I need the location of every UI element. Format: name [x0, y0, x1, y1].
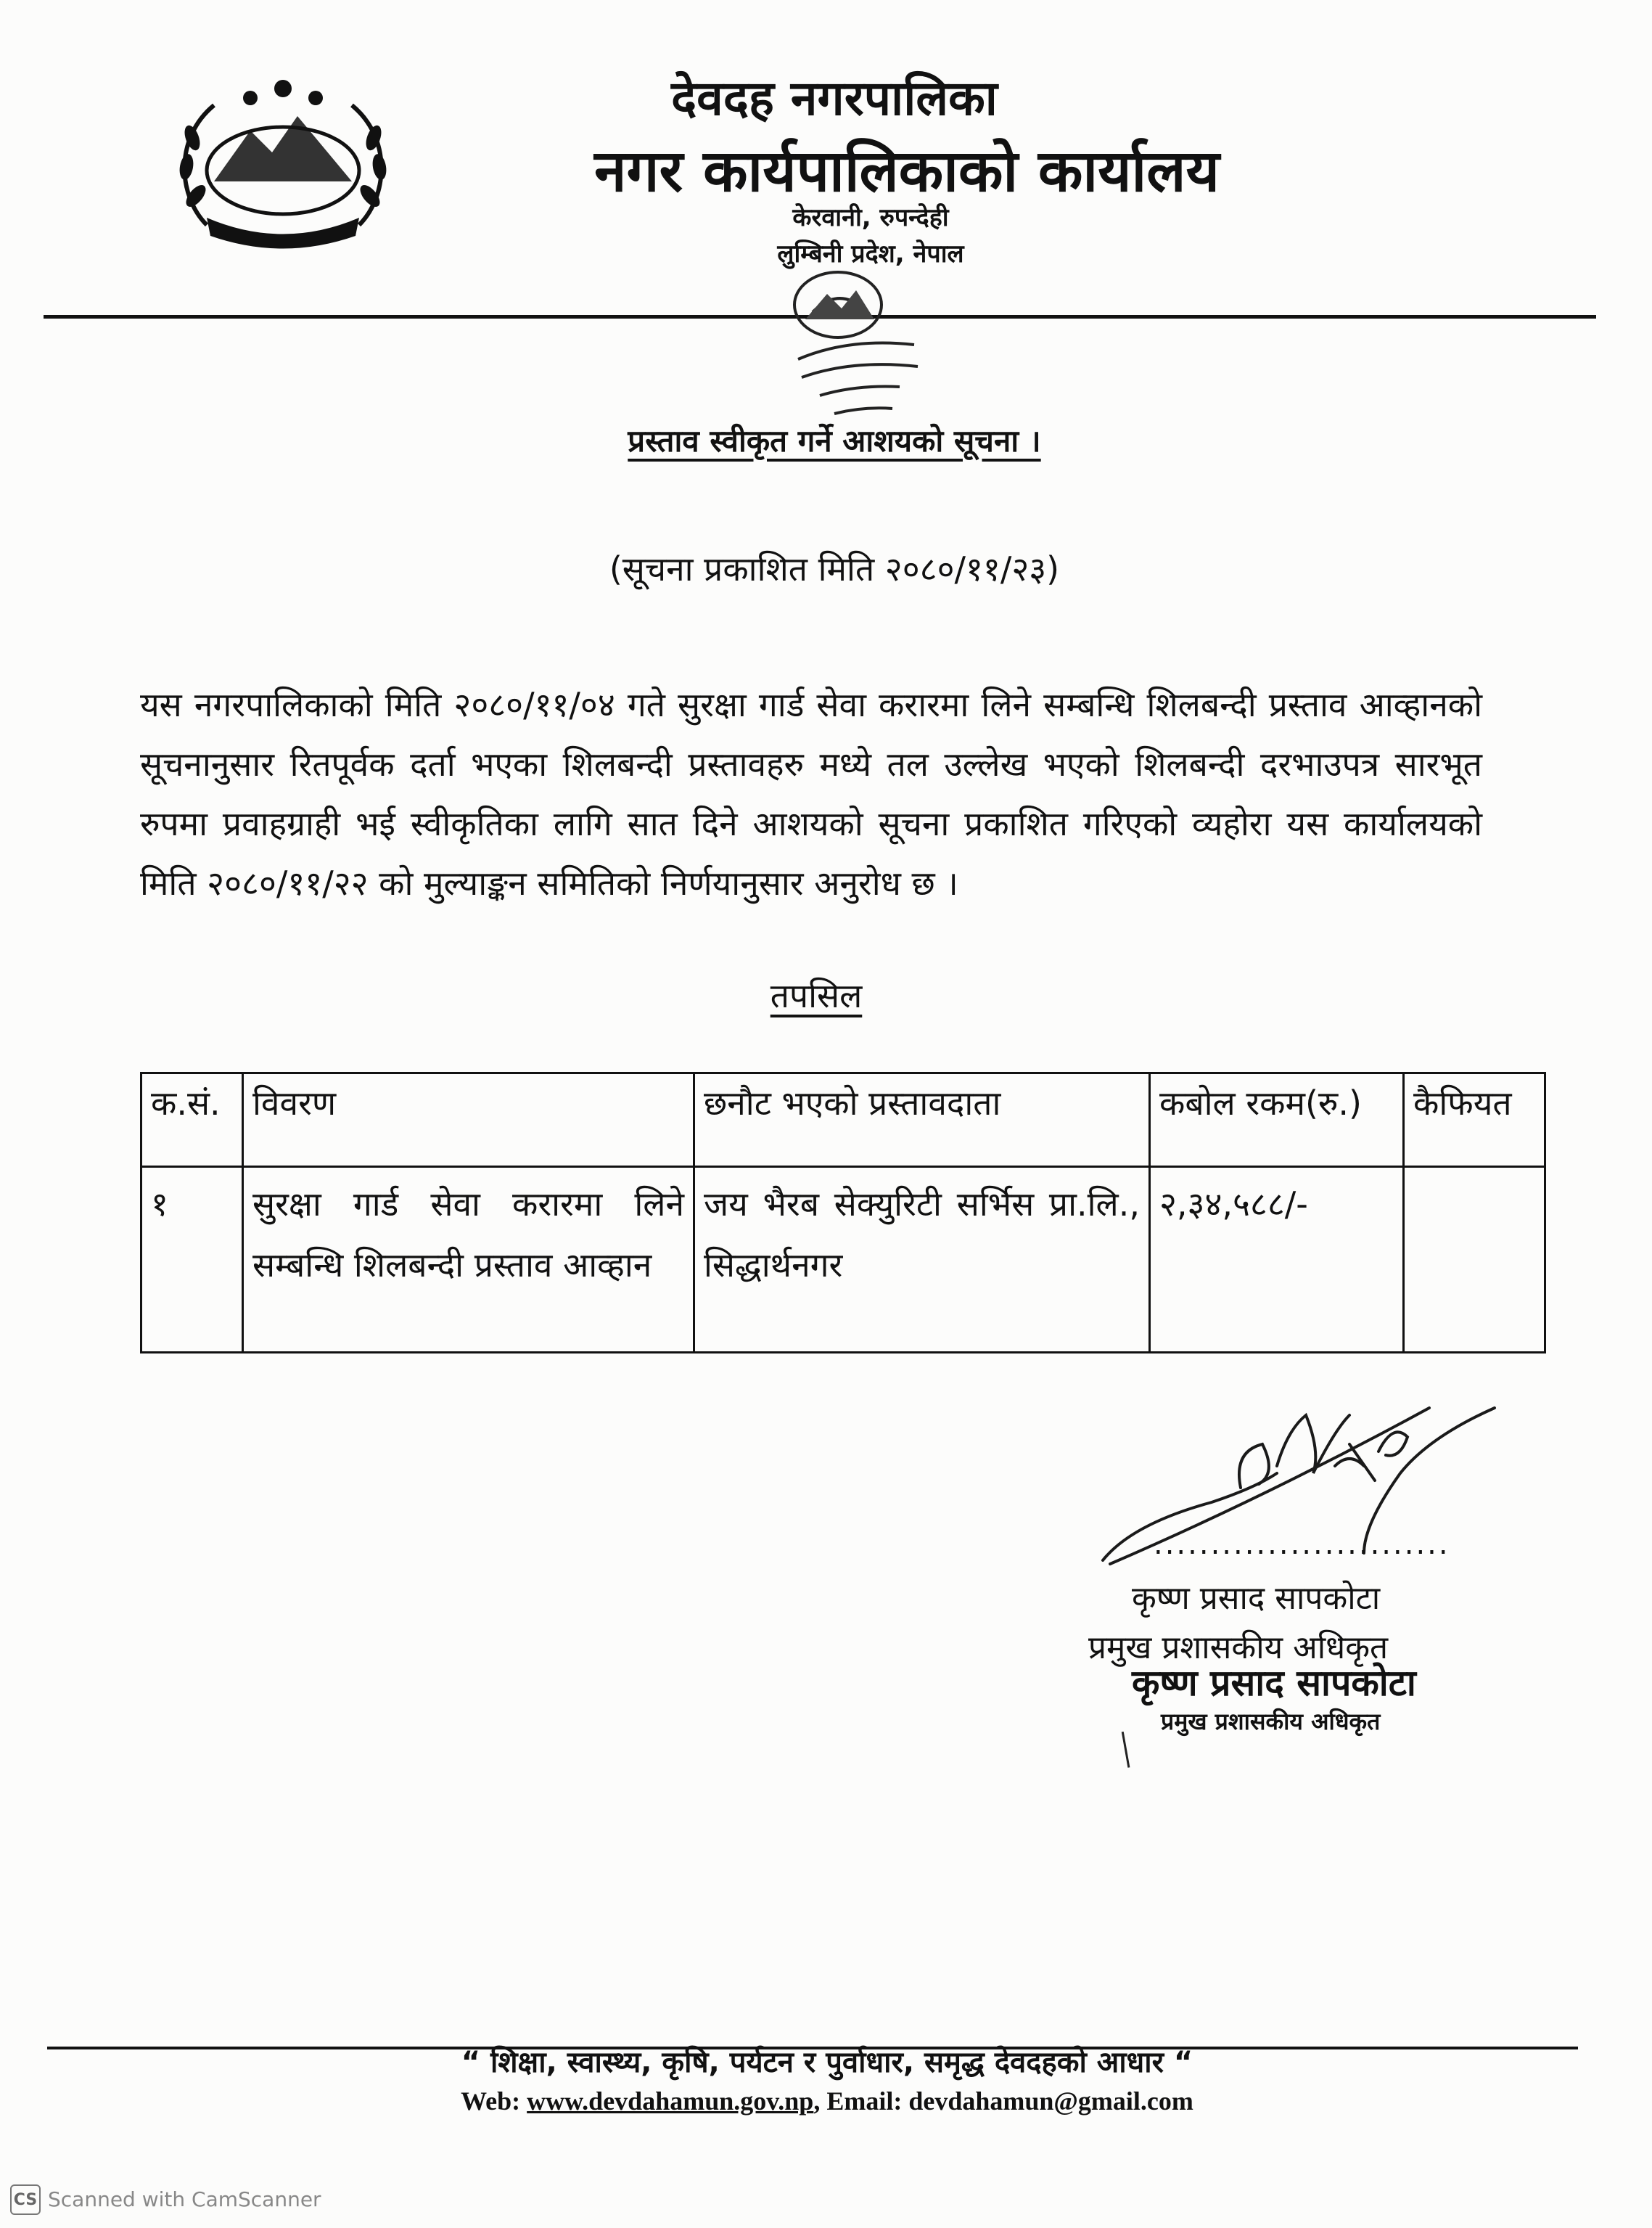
header-remarks: कैफियत: [1404, 1073, 1545, 1167]
website-link[interactable]: www.devdahamun.gov.np: [527, 2086, 814, 2116]
bid-details-table: [140, 1072, 1546, 1353]
header-description: विवरण: [243, 1073, 694, 1167]
signatory-title: प्रमुख प्रशासकीय अधिकृत: [1088, 1629, 1389, 1666]
title-stamp: प्रमुख प्रशासकीय अधिकृत: [1161, 1708, 1381, 1735]
notice-body: यस नगरपालिकाको मिति २०८०/११/०४ गते सुरक्षा गार्ड सेवा करारमा लिने सम्बन्धि शिलबन्दी प्रस्ताव आव्हानको सूचनानुसार रितपूर्वक दर्ता भएका शिलबन्दी प्रस्तावहरु मध्ये तल उल्लेख भएको शिलबन्दी दरभाउपत्र सारभूत रुपमा प्रवाहग्राही भई स्वीकृतिका लागि सात दिने आशयको सूचना प्रकाशित गरिएको व्यहोरा यस कार्यालयको मिति २०८०/११/२२ को मुल्याङ्कन समितिको निर्णयानुसार अनुरोध छ ।: [140, 685, 1482, 903]
cell-sn: १: [141, 1167, 243, 1353]
office-name: नगर कार्यपालिकाको कार्यालय: [594, 137, 1220, 205]
table-row: [141, 1167, 1545, 1353]
cell-amount: २,३४,५८८/-: [1150, 1167, 1404, 1353]
footer-contact: [218, 2086, 1437, 2116]
address-line-2: लुम्बिनी प्रदेश, नेपाल: [777, 239, 964, 269]
nepal-emblem-logo: [163, 73, 403, 250]
email-label: , Email:: [813, 2086, 903, 2116]
footer-motto: “ शिक्षा, स्वास्थ्य, कृषि, पर्यटन र पुर्वाधार, समृद्ध देवदहको आधार “: [461, 2046, 1193, 2079]
address-line-1: केरवानी, रुपन्देही: [792, 203, 949, 232]
schedule-heading-text: तपसिल: [770, 976, 863, 1015]
camscanner-icon: CS: [10, 2184, 41, 2215]
pen-stroke: [1122, 1730, 1137, 1767]
web-label: Web:: [461, 2086, 521, 2116]
municipality-name: देवदह नगरपालिका: [671, 70, 998, 126]
notice-title: [435, 419, 1233, 461]
cell-remarks: [1404, 1167, 1545, 1353]
schedule-heading: [653, 972, 979, 1017]
cell-bidder: जय भैरब सेक्युरिटी सर्भिस प्रा.लि., सिद्धार्थनगर: [694, 1167, 1150, 1353]
name-stamp: कृष्ण प्रसाद सापकोटा: [1132, 1662, 1416, 1704]
signature-line: ..........................: [1154, 1528, 1450, 1561]
email-link[interactable]: devdahamun@gmail.com: [908, 2086, 1193, 2116]
scanner-watermark: Scanned with CamScanner: [48, 2187, 321, 2211]
header-bidder: छनौट भएको प्रस्तावदाता: [694, 1073, 1150, 1167]
header-amount: कबोल रकम(रु.): [1150, 1073, 1404, 1167]
notice-title-text: प्रस्ताव स्वीकृत गर्ने आशयको सूचना ।: [628, 423, 1041, 459]
table-header-row: [141, 1073, 1545, 1167]
signatory-name: कृष्ण प्रसाद सापकोटा: [1132, 1580, 1381, 1617]
publication-date: (सूचना प्रकाशित मिति २०८०/११/२३): [609, 549, 1060, 589]
office-stamp: [755, 258, 943, 439]
header-sn: क.सं.: [141, 1073, 243, 1167]
cell-description: सुरक्षा गार्ड सेवा करारमा लिने सम्बन्धि शिलबन्दी प्रस्ताव आव्हान: [243, 1167, 694, 1353]
